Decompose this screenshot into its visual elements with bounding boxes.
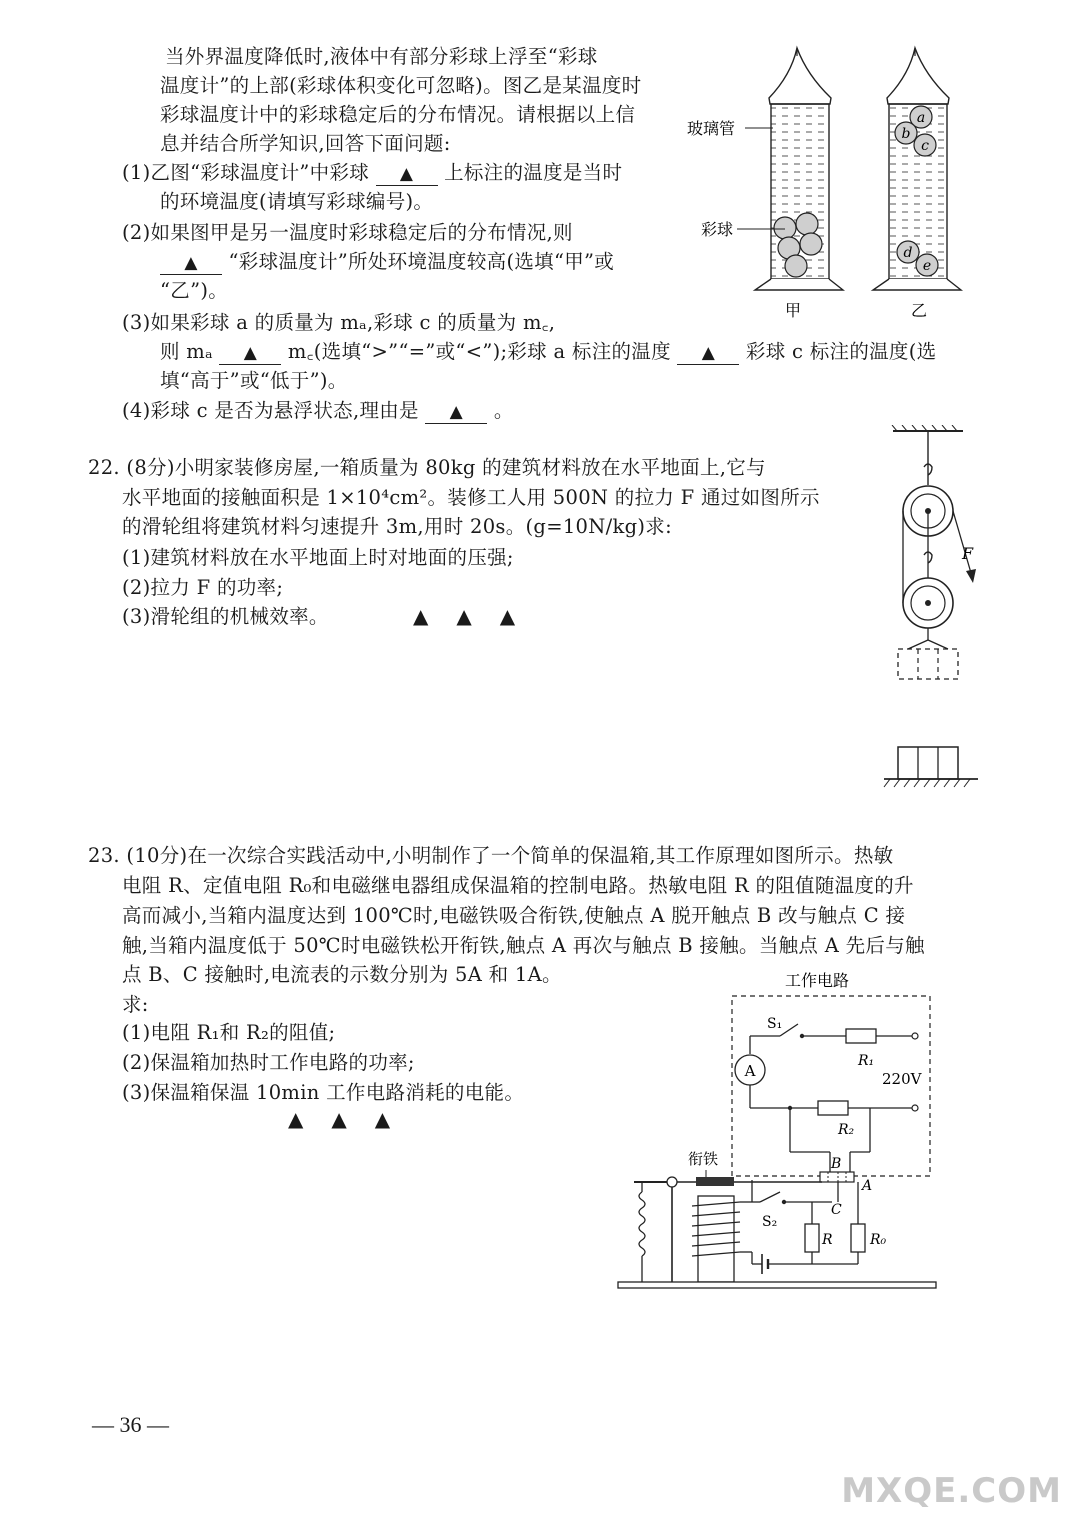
q21-part1-text-a: (1)乙图“彩球温度计”中彩球 bbox=[122, 161, 370, 184]
answer-blank[interactable] bbox=[376, 162, 438, 186]
label-r: R bbox=[822, 1232, 833, 1248]
resistor-r1 bbox=[846, 1029, 876, 1043]
q21-part3-text-b3: 彩球 c 标注的温度(选 bbox=[745, 340, 937, 363]
pulley-system-figure bbox=[878, 425, 988, 820]
q21-part2-line-1: (2)如果图甲是另一温度时彩球稳定后的分布情况,则 bbox=[122, 221, 573, 244]
ball-thermometer-figure bbox=[685, 40, 1005, 330]
figure-caption-right: 乙 bbox=[910, 301, 928, 320]
label-r2: R₂ bbox=[838, 1122, 855, 1138]
thermometer-left bbox=[755, 48, 843, 290]
switch-s1-icon bbox=[780, 1024, 798, 1036]
label-contact-b: B bbox=[831, 1156, 842, 1172]
q21-part3-line-2 bbox=[160, 339, 936, 365]
ball-label-b: b bbox=[901, 126, 911, 142]
q23-line-4: 触,当箱内温度低于 50℃时电磁铁松开衔铁,触点 A 再次与触点 B 接触。当触点 A 先后与触 bbox=[122, 934, 925, 957]
answer-blank[interactable] bbox=[219, 341, 281, 365]
q21-intro-line-1: 当外界温度降低时,液体中有部分彩球上浮至“彩球 bbox=[165, 45, 598, 68]
answer-blank[interactable] bbox=[677, 341, 739, 365]
ball-label-e: e bbox=[922, 258, 932, 274]
q21-part3-text-b2: m꜀(选填“>”“=”或“<”);彩球 a 标注的温度 bbox=[287, 340, 671, 363]
thermistor-r bbox=[805, 1224, 819, 1252]
q22-part-2: (2)拉力 F 的功率; bbox=[122, 576, 284, 599]
q21-part4-line bbox=[122, 398, 514, 424]
q23-part-2: (2)保温箱加热时工作电路的功率; bbox=[122, 1051, 415, 1074]
lifted-box-dashed bbox=[898, 649, 958, 679]
blank-mark-icon: ▲ bbox=[701, 343, 716, 363]
q21-intro-line-4: 息并结合所学知识,回答下面问题: bbox=[160, 132, 451, 155]
q22-line-3: 的滑轮组将建筑材料匀速提升 3m,用时 20s。(g=10N/kg)求: bbox=[122, 515, 672, 538]
relay-contacts bbox=[820, 1172, 854, 1182]
q23-line-3: 高而减小,当箱内温度达到 100℃时,电磁铁吸合衔铁,使触点 A 脱开触点 B 改与触点 C 接 bbox=[122, 904, 906, 927]
material-box bbox=[898, 747, 958, 779]
q23-line-6: 求: bbox=[122, 993, 149, 1016]
q23-part-3: (3)保温箱保温 10min 工作电路消耗的电能。 bbox=[122, 1081, 525, 1104]
label-r1: R₁ bbox=[858, 1053, 875, 1069]
ball-label-c: c bbox=[921, 138, 929, 154]
watermark-logo: MXQE.COM bbox=[841, 1471, 1062, 1511]
q23-answer-marks: ▲▲▲ bbox=[288, 1107, 419, 1131]
q21-part3-line-3: 填“高于”或“低于”)。 bbox=[160, 369, 348, 392]
blank-mark-icon: ▲ bbox=[184, 253, 198, 273]
q21-part3-line-1: (3)如果彩球 a 的质量为 mₐ,彩球 c 的质量为 m꜀, bbox=[122, 311, 556, 334]
label-ammeter: A bbox=[744, 1062, 756, 1080]
ball-label-a: a bbox=[916, 110, 926, 126]
q21-intro-line-3: 彩球温度计中的彩球稳定后的分布情况。请根据以上信 bbox=[160, 103, 636, 126]
work-circuit-title: 工作电路 bbox=[784, 971, 850, 990]
armature-bar bbox=[696, 1177, 734, 1186]
page-number: — 36 — bbox=[92, 1412, 169, 1437]
q21-part1-line-2: 的环境温度(请填写彩球编号)。 bbox=[160, 190, 434, 213]
q22-line-1: 22. (8分)小明家装修房屋,一箱质量为 80kg 的建筑材料放在水平地面上,它与 bbox=[88, 456, 766, 479]
resistor-r0 bbox=[851, 1224, 865, 1252]
thermometer-right bbox=[873, 48, 961, 290]
answer-blank[interactable] bbox=[425, 400, 487, 424]
spring-icon bbox=[639, 1192, 645, 1256]
q21-part1-line-1 bbox=[122, 160, 622, 186]
thermostat-circuit-figure bbox=[612, 966, 942, 1298]
label-armature: 衔铁 bbox=[688, 1150, 719, 1168]
label-s1: S₁ bbox=[767, 1016, 783, 1032]
ball-label-d: d bbox=[903, 245, 913, 261]
q23-line-1: 23. (10分)在一次综合实践活动中,小明制作了一个简单的保温箱,其工作原理如图所示。热敏 bbox=[88, 844, 894, 867]
blank-mark-icon: ▲ bbox=[399, 164, 414, 184]
q22-part-1: (1)建筑材料放在水平地面上时对地面的压强; bbox=[122, 546, 514, 569]
q22-answer-marks: ▲▲▲ bbox=[413, 604, 544, 628]
label-voltage: 220V bbox=[882, 1070, 922, 1088]
label-contact-a: A bbox=[862, 1178, 873, 1194]
q21-part3-text-b1: 则 mₐ bbox=[160, 340, 213, 363]
force-label: F bbox=[962, 544, 974, 563]
electromagnet-core bbox=[698, 1196, 734, 1282]
q23-line-5: 点 B、C 接触时,电流表的示数分别为 5A 和 1A。 bbox=[122, 963, 562, 986]
figure-caption-left: 甲 bbox=[784, 301, 802, 320]
q22-line-2: 水平地面的接触面积是 1×10⁴cm²。装修工人用 500N 的拉力 F 通过如图所示 bbox=[122, 486, 820, 509]
glass-tube-label: 玻璃管 bbox=[687, 119, 736, 138]
ball-callout-label: 彩球 bbox=[701, 220, 734, 239]
q21-part1-text-b: 上标注的温度是当时 bbox=[444, 161, 623, 184]
label-s2: S₂ bbox=[762, 1214, 778, 1230]
q22-part-3: (3)滑轮组的机械效率。 bbox=[122, 605, 329, 628]
q21-part2-text-b: “彩球温度计”所处环境温度较高(选填“甲”或 bbox=[228, 250, 615, 273]
force-arrow-line bbox=[953, 511, 971, 573]
base-plate bbox=[618, 1282, 936, 1288]
force-arrow-icon bbox=[966, 569, 976, 583]
switch-s2-icon bbox=[760, 1192, 780, 1202]
q23-part-1: (1)电阻 R₁和 R₂的阻值; bbox=[122, 1021, 336, 1044]
blank-mark-icon: ▲ bbox=[449, 402, 464, 422]
label-r0: R₀ bbox=[870, 1232, 887, 1248]
resistor-r2 bbox=[818, 1101, 848, 1115]
q21-intro-line-2: 温度计”的上部(彩球体积变化可忽略)。图乙是某温度时 bbox=[160, 74, 642, 97]
q23-line-2: 电阻 R、定值电阻 R₀和电磁继电器组成保温箱的控制电路。热敏电阻 R 的阻值随温度的升 bbox=[122, 874, 914, 897]
label-contact-c: C bbox=[831, 1202, 842, 1218]
blank-mark-icon: ▲ bbox=[243, 343, 258, 363]
q21-part4-text-b: 。 bbox=[493, 399, 514, 422]
q21-part4-text-a: (4)彩球 c 是否为悬浮状态,理由是 bbox=[122, 399, 419, 422]
q21-part2-line-3: “乙”)。 bbox=[160, 279, 229, 302]
q21-part2-line-2 bbox=[160, 249, 614, 275]
answer-blank[interactable] bbox=[160, 251, 222, 275]
